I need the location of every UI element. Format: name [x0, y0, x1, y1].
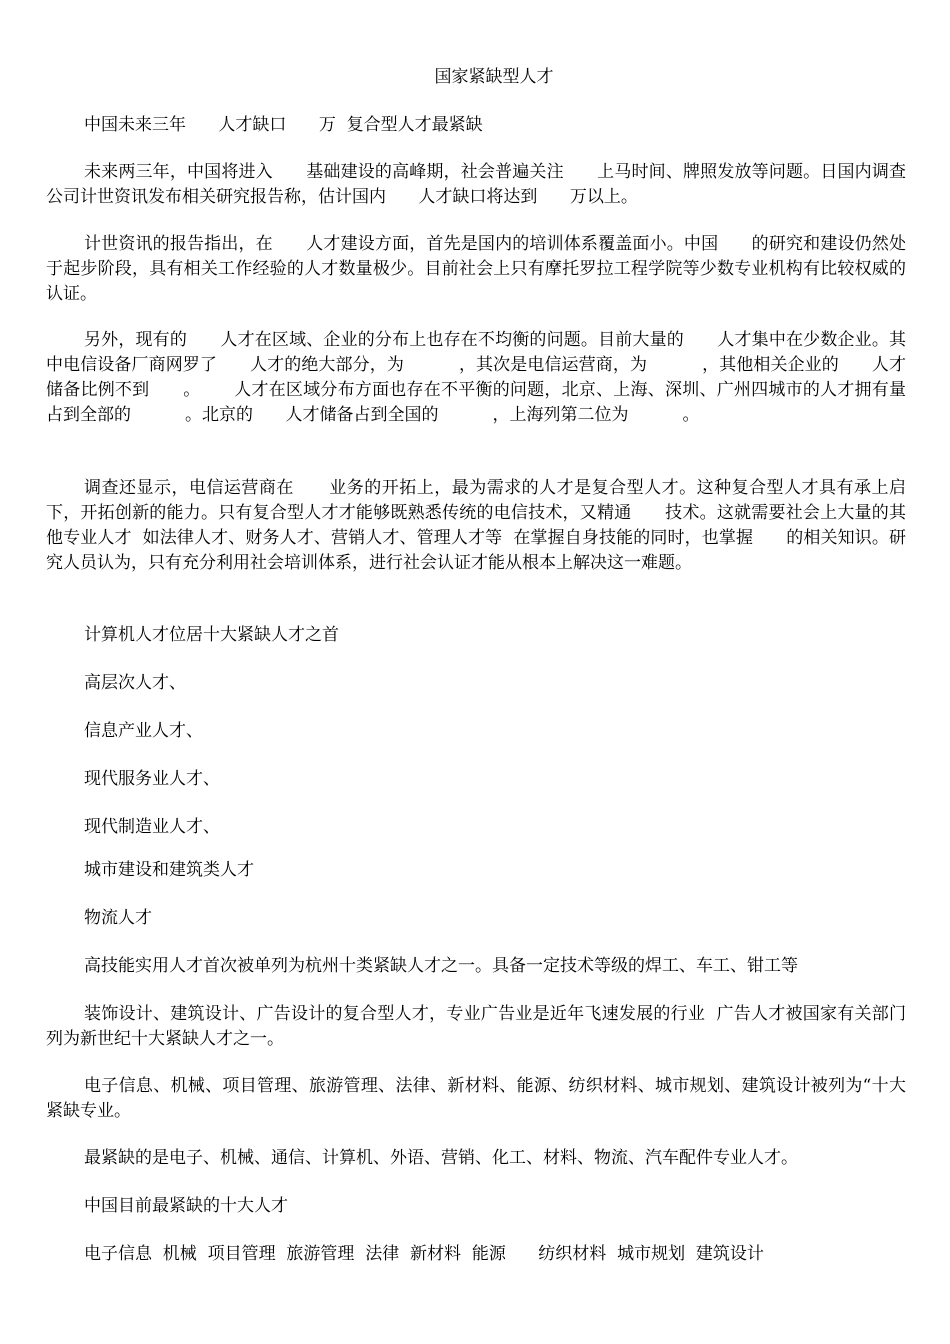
paragraph-ten-majors: 电子信息、机械、项目管理、旅游管理、法律、新材料、能源、纺织材料、城市规划、建筑设计被列为“十大紧缺专业。: [46, 1076, 906, 1121]
paragraph-headline: 中国未来三年 人才缺口 万 复合型人才最紧缺: [84, 115, 483, 135]
paragraph-top-ten-list: 电子信息 机械 项目管理 旅游管理 法律 新材料 能源 纺织材料 城市规划 建筑设计: [84, 1244, 764, 1264]
paragraph-most-needed: 最紧缺的是电子、机械、通信、计算机、外语、营销、化工、材料、物流、汽车配件专业人才。: [84, 1148, 798, 1168]
paragraph-report: 计世资讯的报告指出，在 人才建设方面，首先是国内的培训体系覆盖面小。中国 的研究和建设仍然处于起步阶段，具有相关工作经验的人才数量极少。目前社会上只有摩托罗拉工程学院等少数专业机构有比较权威的 认证。: [46, 234, 939, 304]
list-item-high-level: 高层次人才、: [84, 673, 186, 693]
paragraph-survey: 调查还显示，电信运营商在 业务的开拓上，最为需求的人才是复合型人才。这种复合型人才具有承上启下，开拓创新的能力。只有复合型人才才能够既熟悉传统的电信技术，又精通 技术。这就需要社会上大量的其他专业人才 如法律人才、财务人才、营销人才、管理人才等 在掌握自身技能的同时，也掌握 的相关知识。研究人员认为，只有充分利用社会培训体系，进行社会认证才能从根本上解决这一难题。: [46, 478, 906, 573]
paragraph-top-ten-heading: 中国目前最紧缺的十大人才: [84, 1196, 288, 1216]
document-title: 国家紧缺型人才: [434, 67, 554, 87]
list-item-info-industry: 信息产业人才、: [84, 721, 203, 741]
list-item-modern-service: 现代服务业人才、: [84, 769, 220, 789]
paragraph-intro: 未来两三年，中国将进入 基础建设的高峰期，社会普遍关注 上马时间、牌照发放等问题。日国内调查公司计世资讯发布相关研究报告称，估计国内 人才缺口将达到 万以上。: [46, 162, 906, 207]
list-item-logistics: 物流人才: [84, 908, 152, 928]
paragraph-design-talent: 装饰设计、建筑设计、广告设计的复合型人才，专业广告业是近年飞速发展的行业 广告人才被国家有关部门列为新世纪十大紧缺人才之一。: [46, 1004, 906, 1049]
list-item-modern-manufacturing: 现代制造业人才、: [84, 817, 220, 837]
paragraph-computer-talent: 计算机人才位居十大紧缺人才之首: [84, 625, 339, 645]
list-item-urban-construction: 城市建设和建筑类人才: [84, 860, 254, 880]
paragraph-skilled-talent: 高技能实用人才首次被单列为杭州十类紧缺人才之一。具备一定技术等级的焊工、车工、钳工等: [84, 956, 798, 976]
paragraph-distribution: 另外，现有的 人才在区域、企业的分布上也存在不均衡的问题。目前大量的 人才集中在少数企业。其中电信设备厂商网罗了 人才的绝大部分，为 ，其次是电信运营商，为 ，其他相关企业的 人才储备比例不到 。 人才在区域分布方面也存在不平衡的问题，北京、上海、深圳、广州四城市的人才拥有量占到全部的 。北京的 人才储备占到全国的 ，上海列第二位为 。: [46, 330, 906, 425]
